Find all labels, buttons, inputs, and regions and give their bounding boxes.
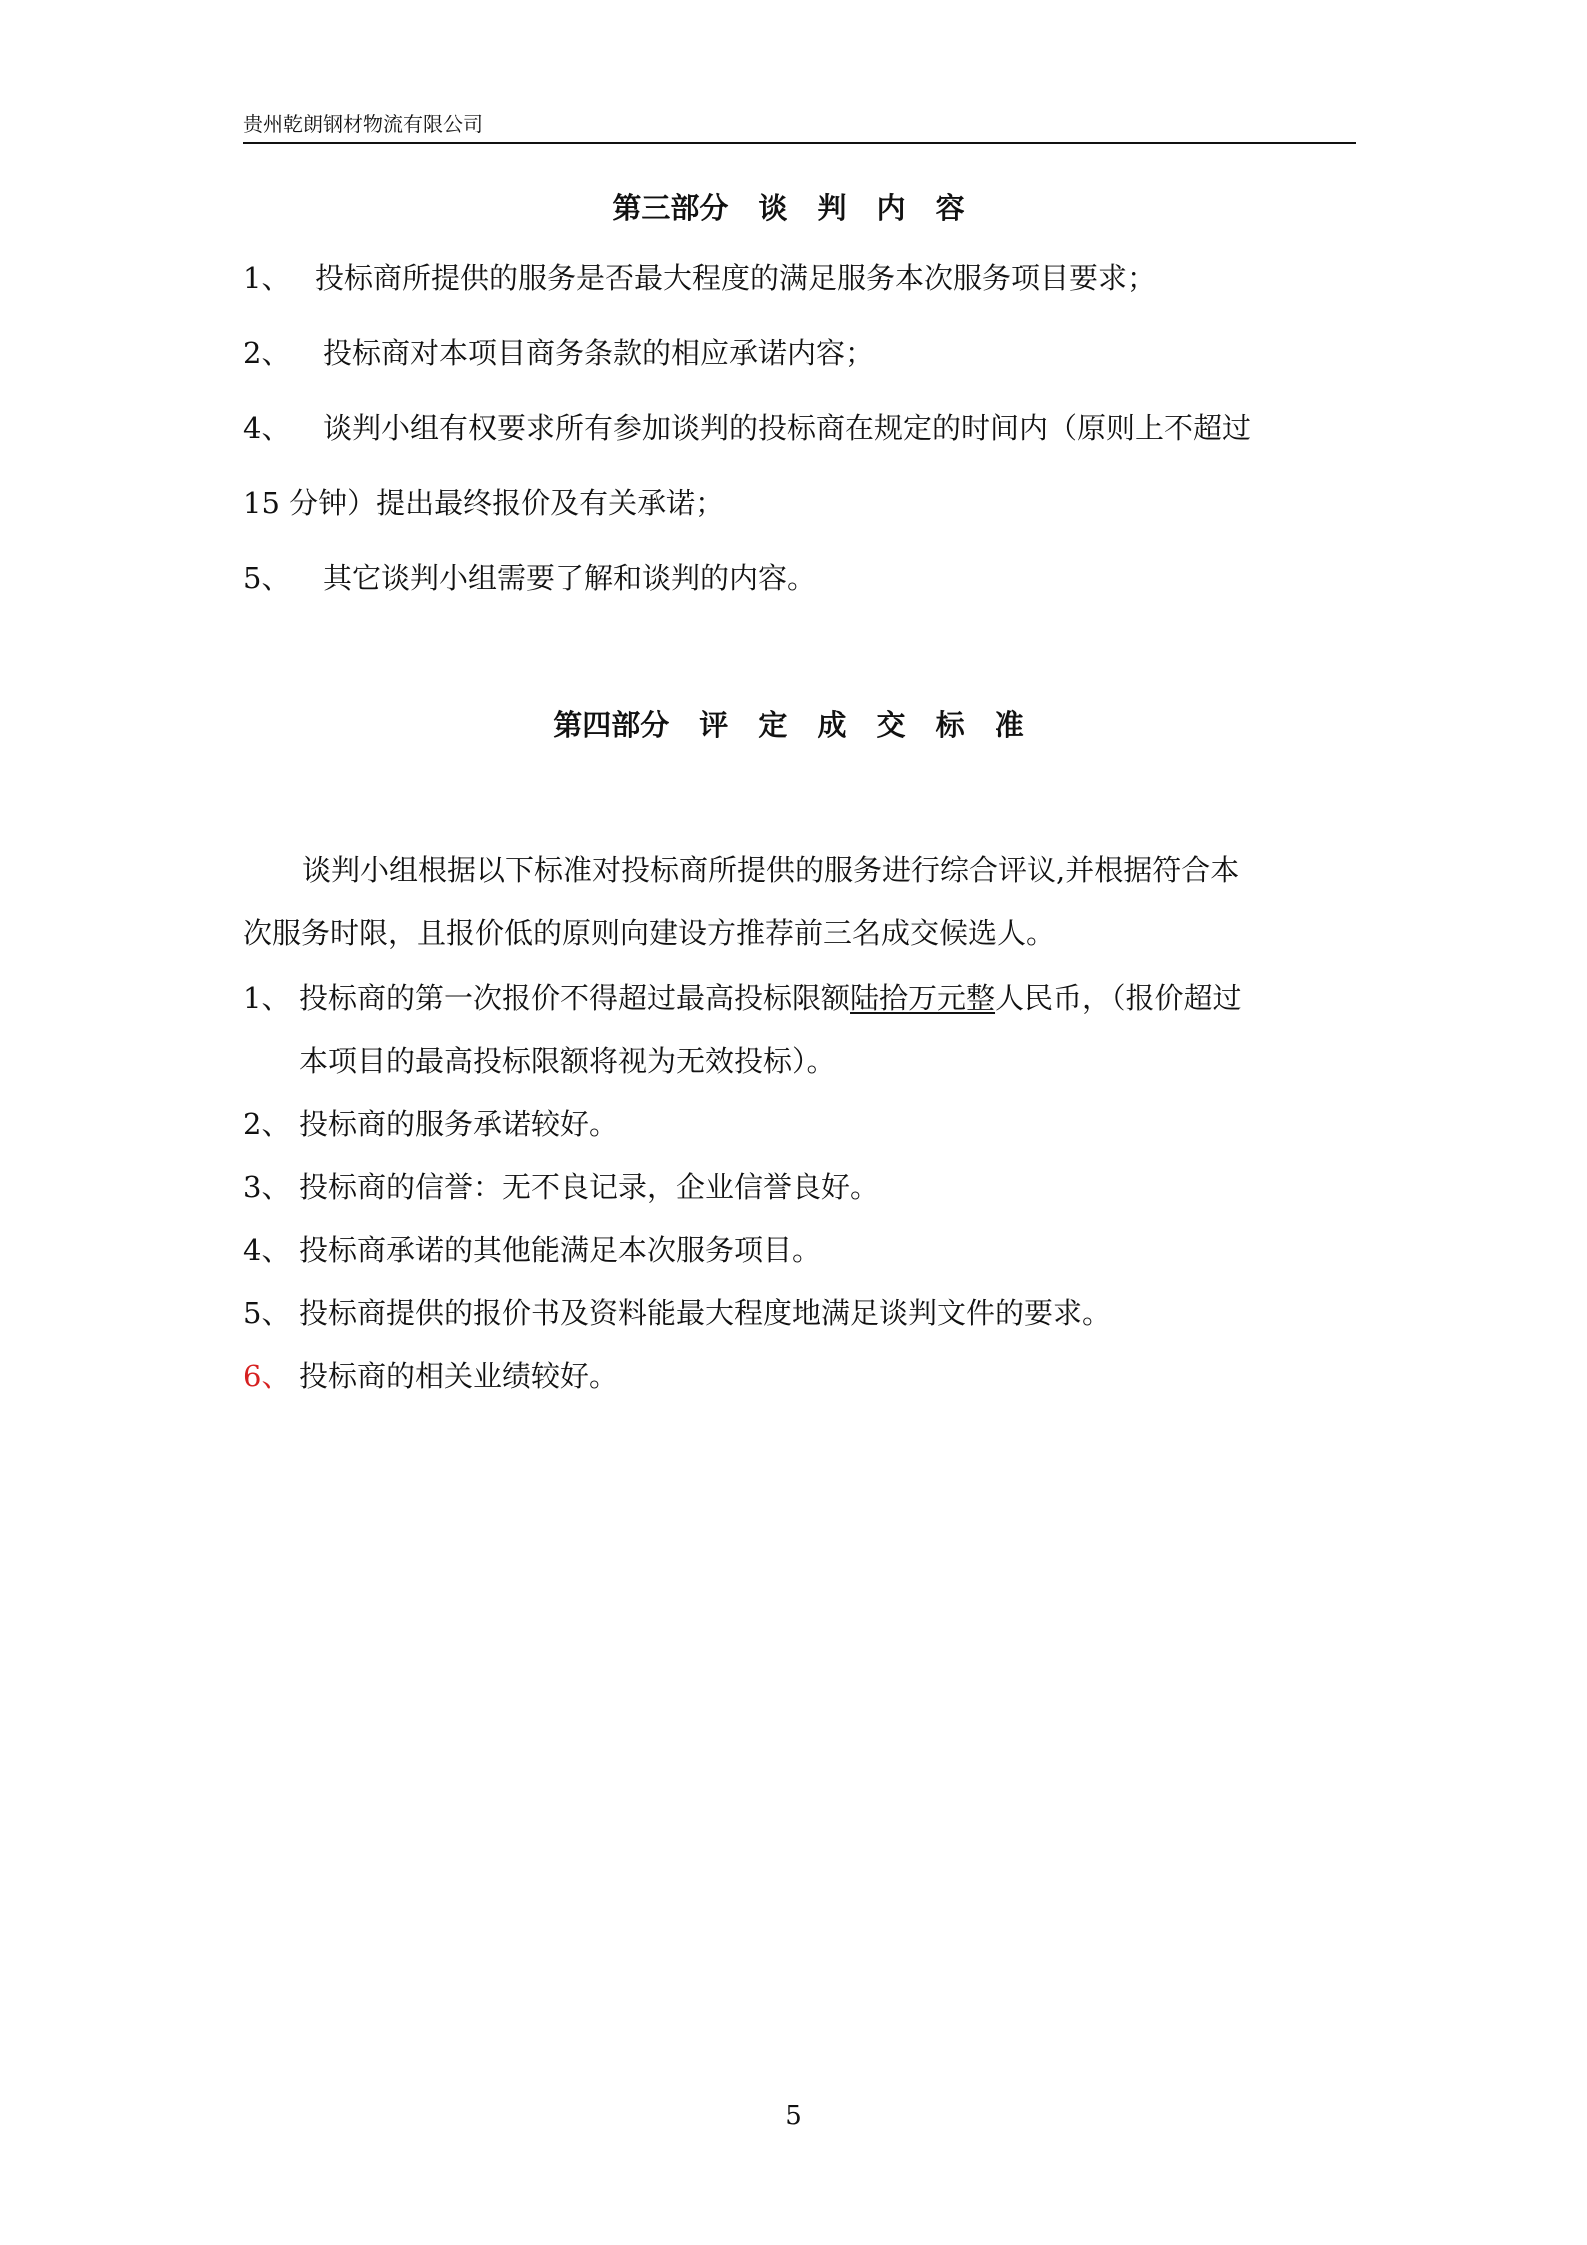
section4-item-5 bbox=[243, 1293, 1111, 1333]
intro-text: 谈判小组根据以下标准对投标商所提供的服务进行综合评议,并根据符合本 bbox=[302, 853, 1240, 887]
section3-title: 谈 判 内 容 bbox=[758, 191, 975, 225]
item-number: 1、 bbox=[243, 261, 291, 295]
item-text: 投标商所提供的服务是否最大程度的满足服务本次服务项目要求； bbox=[315, 261, 1157, 295]
section4-intro-line-1 bbox=[302, 850, 1239, 890]
section4-heading bbox=[0, 705, 1587, 745]
section4-item-1 bbox=[243, 978, 1242, 1018]
item-text: 其它谈判小组需要了解和谈判的内容。 bbox=[323, 561, 817, 595]
item-text: 投标商的服务承诺较好。 bbox=[299, 1107, 619, 1141]
item-text: 投标商的相关业绩较好。 bbox=[299, 1359, 619, 1393]
item-number: 2、 bbox=[243, 1107, 291, 1141]
item-number: 3、 bbox=[243, 1170, 291, 1204]
item-number: 5、 bbox=[243, 1296, 291, 1330]
item-text-continuation: 本项目的最高投标限额将视为无效投标）。 bbox=[299, 1044, 836, 1078]
item-number: 4、 bbox=[243, 1233, 291, 1267]
item-text: 投标商的信誉：无不良记录，企业信誉良好。 bbox=[299, 1170, 880, 1204]
item-number: 6、 bbox=[243, 1359, 291, 1393]
item-number: 1、 bbox=[243, 981, 291, 1015]
section3-item-1 bbox=[243, 258, 1156, 298]
section4-intro-line-2 bbox=[243, 913, 1055, 953]
section4-item-3 bbox=[243, 1167, 879, 1207]
price-cap-amount: 陆拾万元整 bbox=[850, 981, 996, 1015]
section3-item-2 bbox=[243, 333, 874, 373]
item-text: 投标商承诺的其他能满足本次服务项目。 bbox=[299, 1233, 822, 1267]
section4-title: 评 定 成 交 标 准 bbox=[699, 708, 1034, 742]
item-text: 投标商的第一次报价不得超过最高投标限额 bbox=[299, 981, 851, 1015]
section3-item-4-continuation bbox=[243, 483, 724, 523]
item-number: 5、 bbox=[243, 561, 291, 595]
section4-item-6 bbox=[243, 1356, 618, 1396]
section4-item-2 bbox=[243, 1104, 618, 1144]
item-text: 谈判小组有权要求所有参加谈判的投标商在规定的时间内（原则上不超过 bbox=[323, 411, 1252, 445]
item-number: 4、 bbox=[243, 411, 291, 445]
item-number: 2、 bbox=[243, 336, 291, 370]
section3-heading bbox=[0, 188, 1587, 228]
section3-item-4 bbox=[243, 408, 1251, 448]
item-text: 投标商提供的报价书及资料能最大程度地满足谈判文件的要求。 bbox=[299, 1296, 1112, 1330]
item-text-continuation: 15 分钟）提出最终报价及有关承诺； bbox=[243, 486, 725, 520]
item-text: 投标商对本项目商务条款的相应承诺内容； bbox=[323, 336, 875, 370]
item-text-tail: 人民币，（报价超过 bbox=[995, 981, 1242, 1015]
section4-number: 第四部分 bbox=[553, 708, 670, 742]
section3-item-5 bbox=[243, 558, 816, 598]
company-name: 贵州乾朗钢材物流有限公司 bbox=[243, 112, 483, 136]
section3-number: 第三部分 bbox=[612, 191, 729, 225]
section4-item-4 bbox=[243, 1230, 821, 1270]
page-number: 5 bbox=[785, 2101, 802, 2131]
section4-item-1-continuation bbox=[299, 1041, 836, 1081]
document-header bbox=[243, 108, 1356, 144]
intro-text: 次服务时限，且报价低的原则向建设方推荐前三名成交候选人。 bbox=[243, 916, 1056, 950]
